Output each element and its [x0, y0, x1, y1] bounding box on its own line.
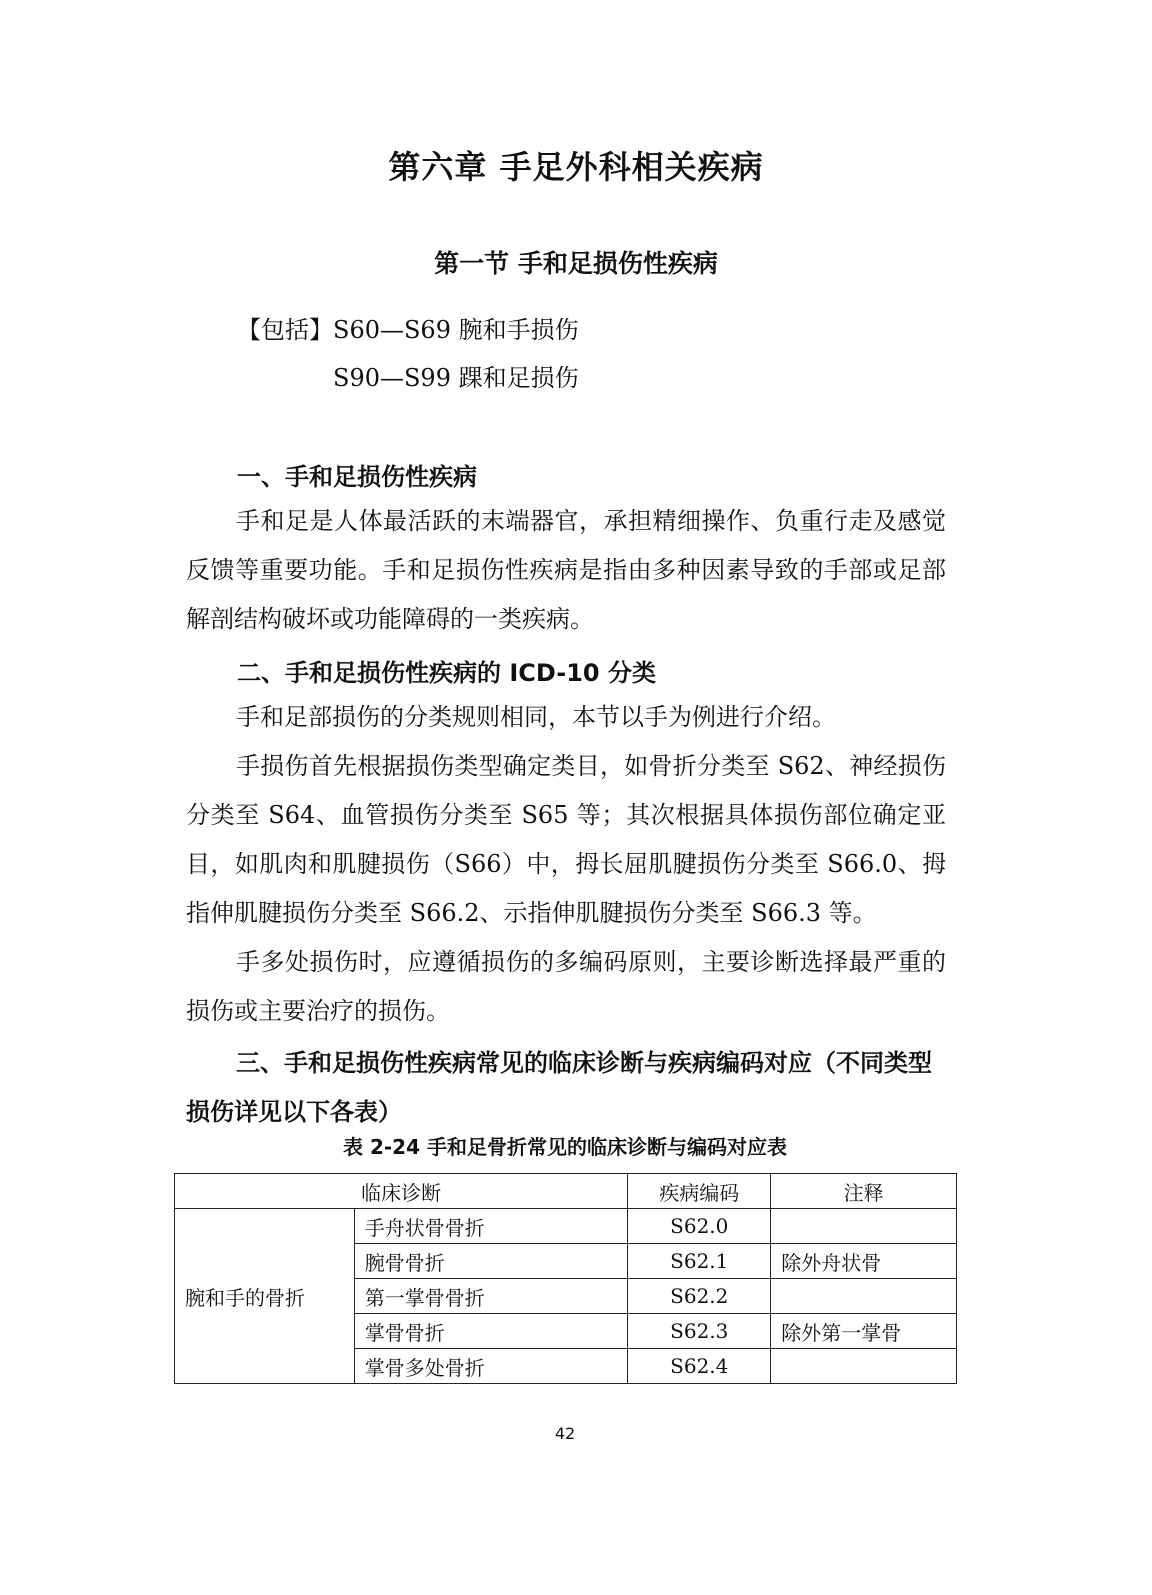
code-cell: S62.0	[628, 1209, 771, 1244]
note-cell: 除外舟状骨	[771, 1244, 957, 1279]
group-cell: 腕和手的骨折	[175, 1209, 355, 1384]
includes-line-1	[237, 310, 579, 345]
includes-range: S90—S99 踝和足损伤	[333, 364, 579, 392]
section-heading: 三、手和足损伤性疾病常见的临床诊断与疾病编码对应（不同类型损伤详见以下各表）	[186, 1049, 932, 1126]
header-diagnosis: 临床诊断	[175, 1174, 628, 1209]
includes-label: 【包括】	[237, 316, 333, 344]
section-title: 第一节 手和足损伤性疾病	[434, 249, 718, 278]
section-heading: 一、手和足损伤性疾病	[237, 463, 477, 491]
code-cell: S62.1	[628, 1244, 771, 1279]
table-row	[175, 1209, 957, 1244]
note-cell	[771, 1209, 957, 1244]
code-cell: S62.2	[628, 1279, 771, 1314]
note-cell	[771, 1279, 957, 1314]
diagnosis-code-table	[174, 1173, 957, 1384]
code-cell: S62.3	[628, 1314, 771, 1349]
header-note: 注释	[771, 1174, 957, 1209]
includes-line-2	[333, 358, 579, 393]
table-header-row	[175, 1174, 957, 1209]
code-cell: S62.4	[628, 1349, 771, 1384]
body-paragraph: 手和足部损伤的分类规则相同，本节以手为例进行介绍。	[236, 703, 836, 731]
diagnosis-cell: 腕骨骨折	[354, 1244, 628, 1279]
includes-range: S60—S69 腕和手损伤	[333, 316, 579, 344]
header-code: 疾病编码	[628, 1174, 771, 1209]
chapter-title: 第六章 手足外科相关疾病	[388, 148, 764, 186]
diagnosis-cell: 掌骨多处骨折	[354, 1349, 628, 1384]
diagnosis-cell: 手舟状骨骨折	[354, 1209, 628, 1244]
body-paragraph: 手损伤首先根据损伤类型确定类目，如骨折分类至 S62、神经损伤分类至 S64、血管损伤分类至 S65 等；其次根据具体损伤部位确定亚目，如肌肉和肌腱损伤（S66）中，拇长屈肌腱损伤分类至 S66.0、拇指伸肌腱损伤分类至 S66.2、示指伸肌腱损伤分类至 S66.3 等。	[186, 752, 946, 927]
diagnosis-cell: 掌骨骨折	[354, 1314, 628, 1349]
diagnosis-cell: 第一掌骨骨折	[354, 1279, 628, 1314]
note-cell	[771, 1349, 957, 1384]
note-cell: 除外第一掌骨	[771, 1314, 957, 1349]
page-number: 42	[554, 1424, 576, 1443]
section-heading: 二、手和足损伤性疾病的 ICD-10 分类	[237, 659, 656, 687]
body-paragraph: 手多处损伤时，应遵循损伤的多编码原则，主要诊断选择最严重的损伤或主要治疗的损伤。	[186, 948, 946, 1025]
body-paragraph: 手和足是人体最活跃的末端器官，承担精细操作、负重行走及感觉反馈等重要功能。手和足损伤性疾病是指由多种因素导致的手部或足部解剖结构破坏或功能障碍的一类疾病。	[186, 507, 946, 633]
table-caption: 表 2-24 手和足骨折常见的临床诊断与编码对应表	[343, 1135, 787, 1159]
